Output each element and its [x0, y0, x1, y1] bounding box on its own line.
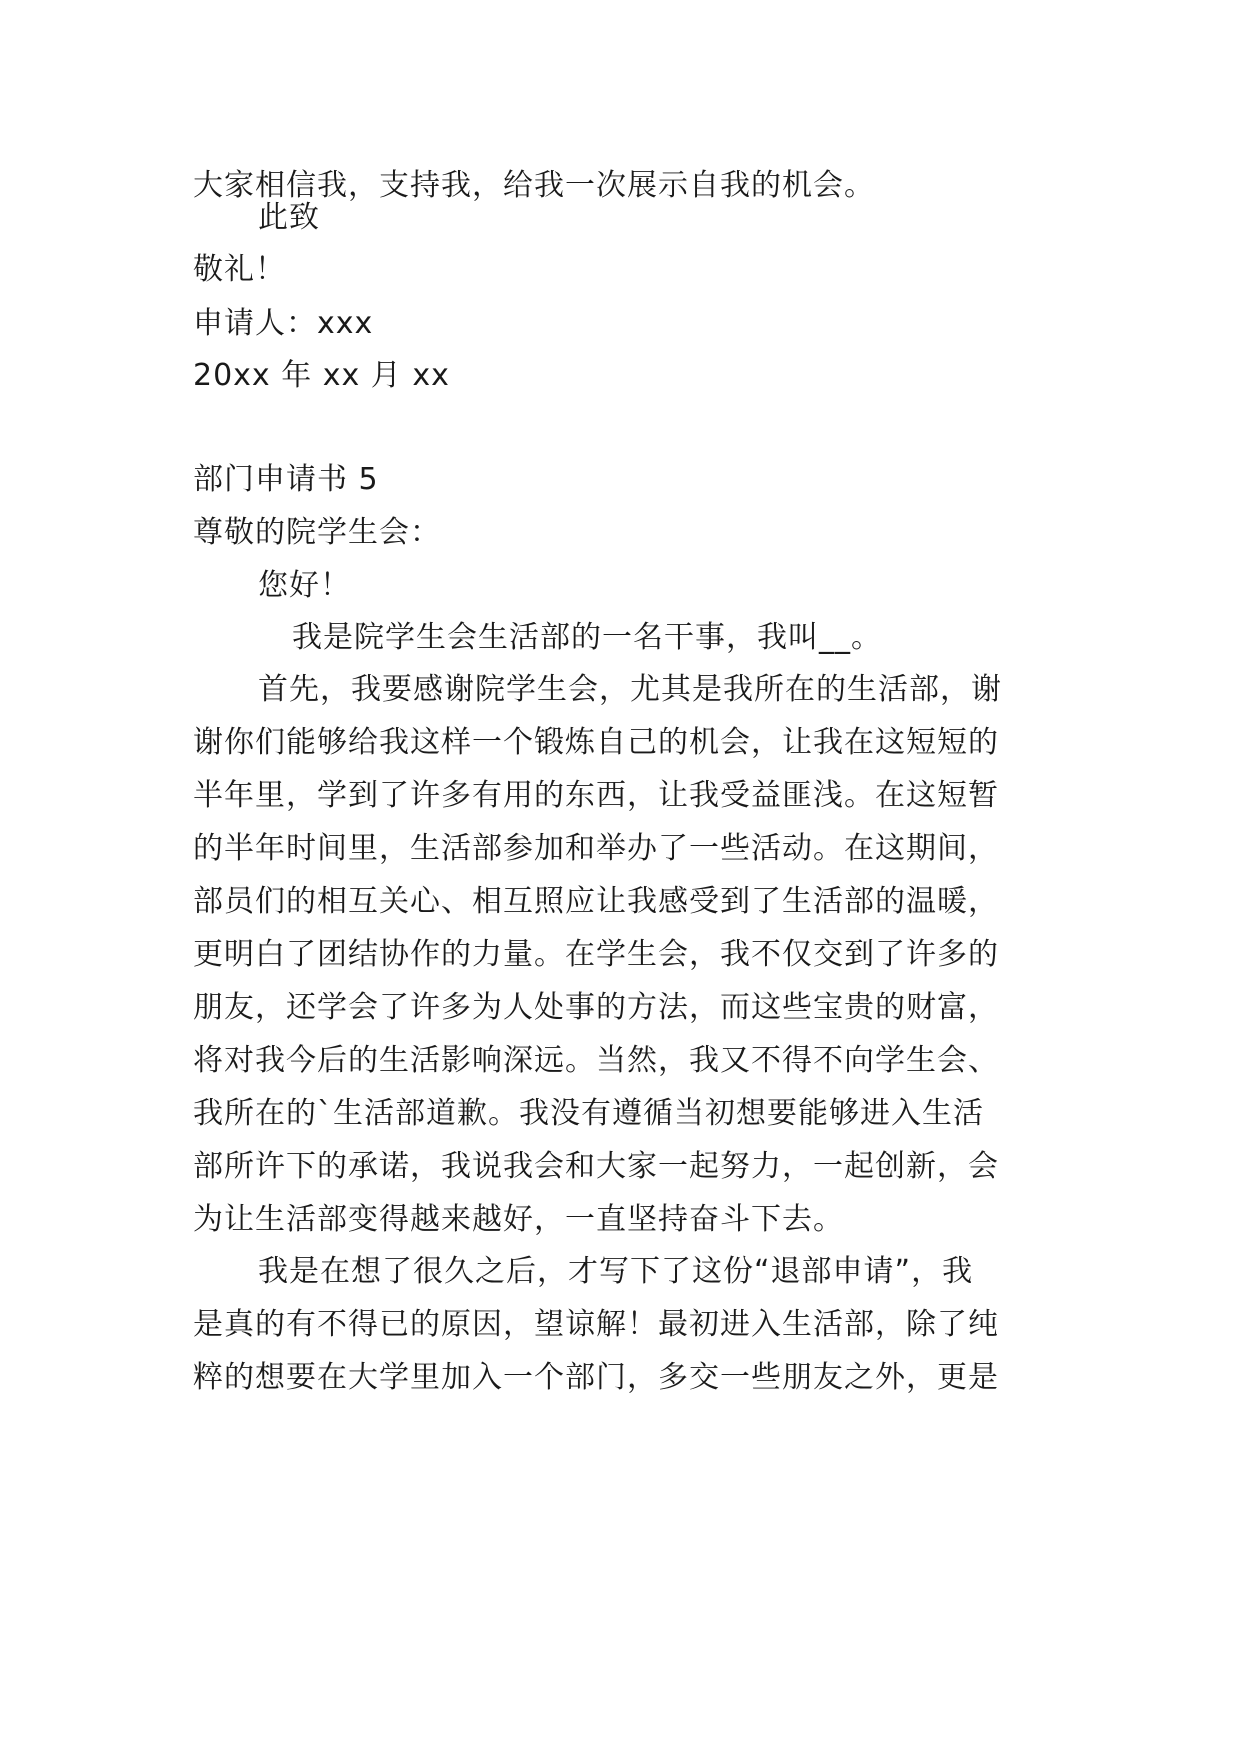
salutation-closing: 此致 — [258, 200, 320, 235]
intro-sentence: 我是院学生会生活部的一名干事，我叫__。 — [292, 620, 882, 655]
date-line: 20xx 年 xx 月 xx — [193, 358, 450, 393]
paragraph-line: 为让生活部变得越来越好，一直坚持奋斗下去。 — [193, 1202, 844, 1237]
closing-sentence: 大家相信我，支持我，给我一次展示自我的机会。 — [193, 168, 875, 203]
paragraph-line: 的半年时间里，生活部参加和举办了一些活动。在这期间， — [193, 831, 999, 866]
paragraph-line: 我是在想了很久之后，才写下了这份“退部申请”，我 — [258, 1254, 974, 1289]
paragraph-line: 更明白了团结协作的力量。在学生会，我不仅交到了许多的 — [193, 937, 999, 972]
paragraph-line: 是真的有不得已的原因，望谅解！最初进入生活部，除了纯 — [193, 1307, 999, 1342]
paragraph-line: 部员们的相互关心、相互照应让我感受到了生活部的温暖， — [193, 884, 999, 919]
applicant-line: 申请人：xxx — [193, 306, 374, 341]
paragraph-line: 粹的想要在大学里加入一个部门，多交一些朋友之外，更是 — [193, 1360, 999, 1395]
regards: 敬礼！ — [193, 252, 286, 287]
paragraph-line: 谢你们能够给我这样一个锻炼自己的机会，让我在这短短的 — [193, 725, 999, 760]
paragraph-line: 我所在的`生活部道歉。我没有遵循当初想要能够进入生活 — [193, 1096, 984, 1131]
paragraph-line: 首先，我要感谢院学生会，尤其是我所在的生活部，谢 — [258, 672, 1002, 707]
paragraph-line: 将对我今后的生活影响深远。当然，我又不得不向学生会、 — [193, 1043, 999, 1078]
paragraph-line: 朋友，还学会了许多为人处事的方法，而这些宝贵的财富， — [193, 990, 999, 1025]
paragraph-line: 半年里，学到了许多有用的东西，让我受益匪浅。在这短暂 — [193, 778, 999, 813]
greeting-recipient: 尊敬的院学生会： — [193, 515, 441, 550]
greeting: 您好！ — [258, 568, 351, 603]
section-title: 部门申请书 5 — [193, 462, 379, 497]
paragraph-line: 部所许下的承诺，我说我会和大家一起努力，一起创新，会 — [193, 1149, 999, 1184]
